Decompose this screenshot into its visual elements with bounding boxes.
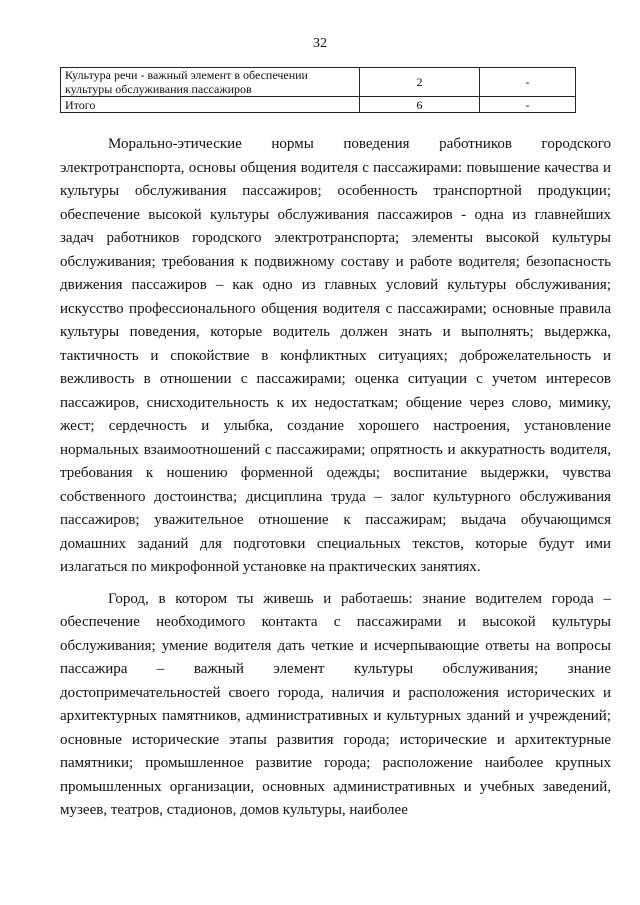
body-text bbox=[60, 133, 611, 823]
table-cell-extra: - bbox=[480, 68, 576, 97]
table-cell-hours: 2 bbox=[360, 68, 480, 97]
paragraph: Морально-этические нормы поведения работников городского электротранспорта, основы общения водителя с пассажирами: повышение качества и культуры обслуживания пассажиров; особенность транспортной продукции; обеспечение высокой культуры обслуживания пассажиров - одна из главнейших задач работников городского электротранспорта; элементы высокой культуры обслуживания; требования к подвижному составу и работе водителя; безопасность движения пассажиров – как одно из главных условий культуры обслуживания; искусство профессионального общения водителя с пассажирами; основные правила культуры поведения, которые водитель должен знать и выполнять; выдержка, тактичность и спокойствие в конфликтных ситуациях; доброжелательность и вежливость в отношении с пассажирами; оценка ситуации с учетом интересов пассажиров, снисходительность к их недостаткам; общение через слово, мимику, жест; сердечность и улыбка, создание хорошего настроения, установление нормальных взаимоотношений с пассажирами; опрятность и аккуратность водителя, требования к ношению форменной одежды; воспитание выдержки, чувства собственного достоинства; дисциплина труда – залог культурного обслуживания пассажиров; уважительное отношение к пассажирам; выдача обучающимся домашних заданий для подготовки специальных текстов, которые будут ими излагаться по микрофонной установке на практических занятиях. bbox=[60, 136, 611, 575]
table-cell-topic: Итого bbox=[61, 97, 360, 113]
table-cell-extra: - bbox=[480, 97, 576, 113]
page-number: 32 bbox=[313, 36, 327, 51]
table-cell-topic: Культура речи - важный элемент в обеспечении культуры обслуживания пассажиров bbox=[61, 68, 360, 97]
course-table bbox=[60, 67, 576, 113]
paragraph: Город, в котором ты живешь и работаешь: знание водителем города – обеспечение необходимого контакта с пассажирами и высокой культуры обслуживания; умение водителя дать четкие и исчерпывающие ответы на вопросы пассажира – важный элемент культуры обслуживания; знание достопримечательностей своего города, наличия и расположения исторических и архитектурных памятников, административных и культурных зданий и учреждений; основные исторические этапы развития города; исторические и архитектурные памятники; промышленное развитие города; расположение наиболее крупных промышленных организации, основных административных и учебных заведений, музеев, театров, стадионов, домов культуры, наиболее bbox=[60, 590, 611, 818]
table-cell-hours: 6 bbox=[360, 97, 480, 113]
table-row bbox=[61, 68, 576, 97]
table-row bbox=[61, 97, 576, 113]
